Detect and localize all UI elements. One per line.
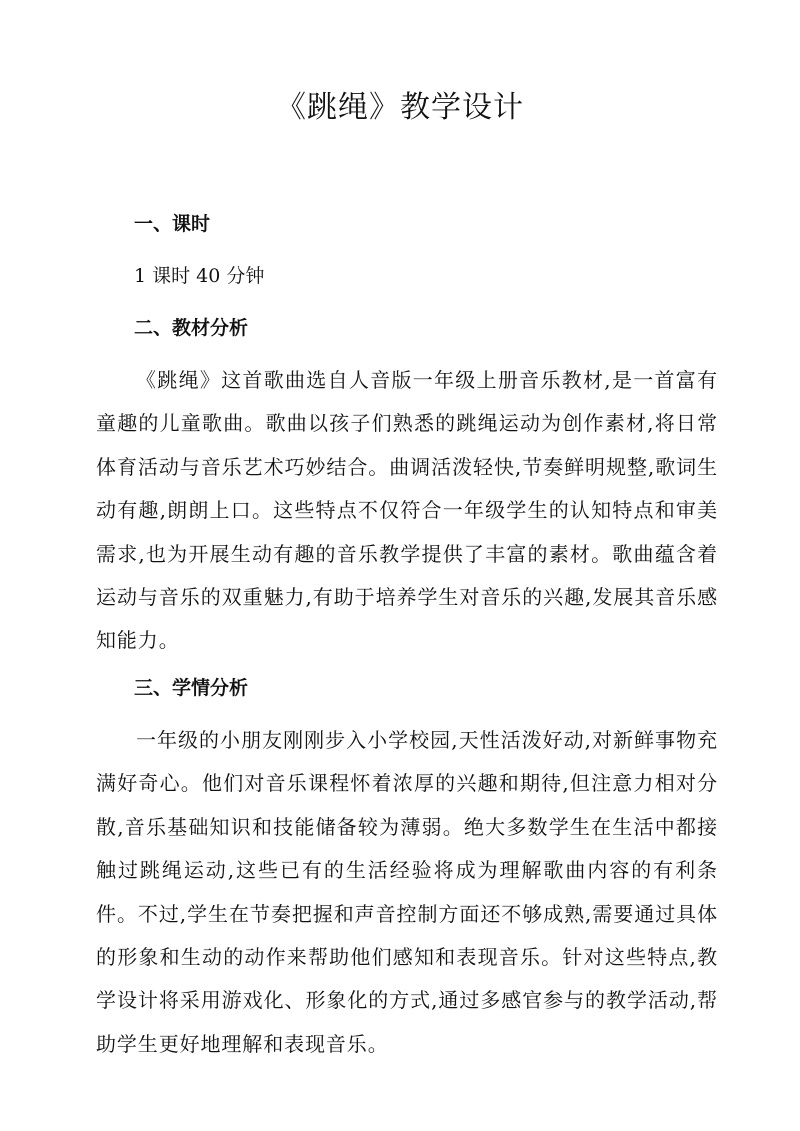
section-heading-class-hours: 一、课时 [134,213,211,235]
section-heading-student-analysis: 三、学情分析 [134,677,249,699]
class-hours-text: 1 课时 40 分钟 [134,265,265,287]
student-analysis-paragraph: 一年级的小朋友刚刚步入小学校园,天性活泼好动,对新鲜事物充满好奇心。他们对音乐课程怀着浓厚的兴趣和期待,但注意力相对分散,音乐基础知识和技能储备较为薄弱。绝大多数学生在生活中都接触过跳绳运动,这些已有的生活经验将成为理解歌曲内容的有利条件。不过,学生在节奏把握和声音控制方面还不够成熟,需要通过具体的形象和生动的动作来帮助他们感知和表现音乐。针对这些特点,教学设计将采用游戏化、形象化的方式,通过多感官参与的教学活动,帮助学生更好地理解和表现音乐。 [96,728,718,1056]
document-title: 《跳绳》教学设计 [276,90,524,125]
section-heading-textbook-analysis: 二、教材分析 [134,317,249,339]
textbook-analysis-paragraph: 《跳绳》这首歌曲选自人音版一年级上册音乐教材,是一首富有童趣的儿童歌曲。歌曲以孩子们熟悉的跳绳运动为创作素材,将日常体育活动与音乐艺术巧妙结合。曲调活泼轻快,节奏鲜明规整,歌词生动有趣,朗朗上口。这些特点不仅符合一年级学生的认知特点和审美需求,也为开展生动有趣的音乐教学提供了丰富的素材。歌曲蕴含着运动与音乐的双重魅力,有助于培养学生对音乐的兴趣,发展其音乐感知能力。 [96,368,718,653]
